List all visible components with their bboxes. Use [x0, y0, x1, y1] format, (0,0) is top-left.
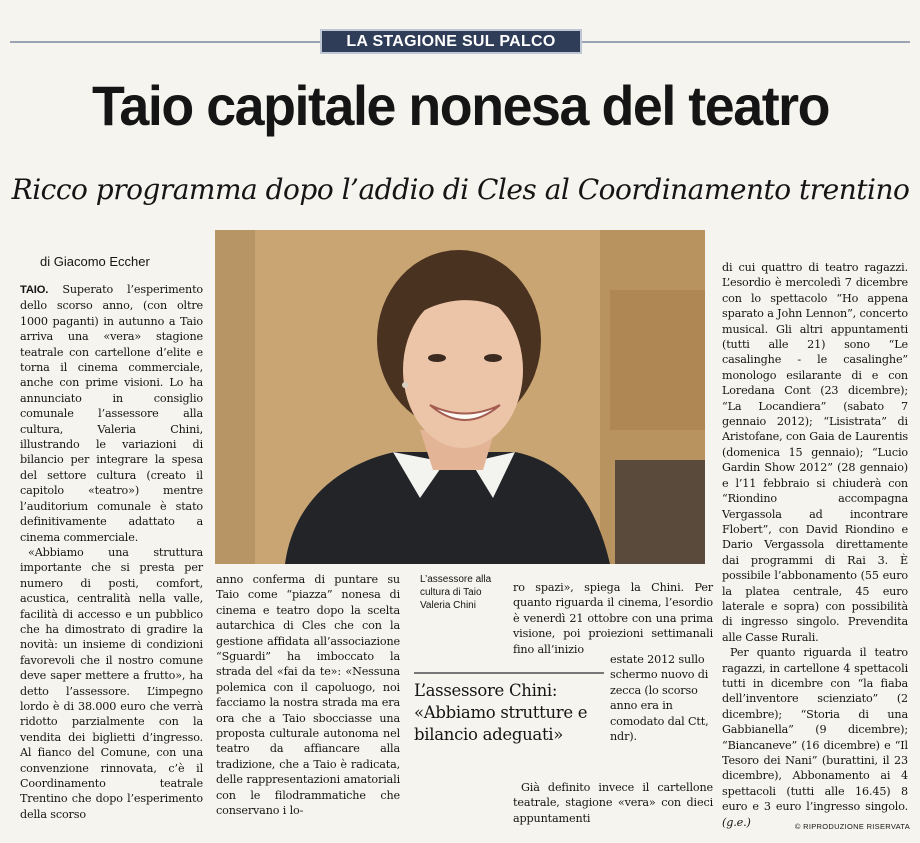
pull-quote-line-2: «Abbiamo strutture e bilancio adeguati» [414, 703, 588, 744]
paragraph: Per quanto riguarda il teatro ragazzi, in cartellone 4 spettacoli tutti in dicembre con “la fiaba dell’inventore scienziato” (2 dicembre); “Storia di una Gabbianella” (9 dicembre); “Biancaneve” (16 dicembre) e “Il Tesoro dei Nani” (burattini, il 23 dicembre), Abbonamento ai 4 spettacoli (tutti alle 16.45) 8 euro e 3 euro l’ingresso singolo. [722, 646, 908, 814]
article-column-1 [20, 282, 203, 830]
article-column-2 [216, 572, 400, 830]
subheadline: Ricco programma dopo l’addio di Cles al Coordinamento trentino [11, 173, 910, 206]
copyright-notice: © RIPRODUZIONE RISERVATA [794, 822, 910, 831]
paragraph: Già definito invece il cartellone teatrale, stagione «vera» con dieci appuntamenti [513, 781, 713, 825]
article-column-4-bottom [513, 780, 713, 835]
photo-caption: L’assessore alla cultura di Taio Valeria Chini [420, 574, 492, 611]
headline: Taio capitale nonesa del teatro [91, 74, 830, 137]
article-column-4-wrap [610, 652, 713, 782]
author-initials: (g.e.) [722, 815, 751, 829]
pull-quote [414, 672, 604, 746]
pull-quote-line-1: L’assessore Chini: [414, 681, 558, 700]
paragraph: estate 2012 sullo schermo nuovo di zecca (lo scorso anno era in comodato dal Ctt, ndr). [610, 653, 709, 744]
article-column-4-top [513, 580, 713, 660]
dateline: TAIO. [20, 284, 49, 296]
paragraph: Superato l’esperimento dello scorso anno, (con oltre 1000 paganti) in autunno a Taio arriva una «vera» stagione teatrale con cartellone d’elite e torna il cinema commerciale, anche con prime visioni. Lo ha annunciato in consiglio comunale l’assessore alla cultura, Valeria Chini, illustrando le variazioni di bilancio per integrare la spesa del settore cultura (creato il capitolo «teatro») mentre l’auditorium comunale è stato definitivamente adattato a cinema commerciale. [20, 283, 204, 544]
section-label: LA STAGIONE SUL PALCO [320, 29, 582, 54]
paragraph: di cui quattro di teatro ragazzi. L’esordio è mercoledì 7 dicembre con lo spettacolo “Ho appena sparato a John Lennon”, concerto musical. Gli altri appuntamenti (tutti alle 21) sono “Le casalinghe - le casalinghe” monologo esilarante di e con Loredana Cont (23 dicembre); “La Locandiera” (sabato 7 gennaio 2012); “Lisistrata” di Aristofane, con Gaia de Laurentis (domenica 15 gennaio); “Lucio Gardin Show 2012” (28 gennaio) e l’11 febbraio si chiuderà con “Riondino accompagna Vergassola ad incontrare Flobert”, con David Riondino e Dario Vergassola direttamente dai programmi di Rai 3. È possibile l’abbonamento (55 euro la platea centrale, 45 euro laterale e sopra) con possibilità di ingresso singolo. Prevendita alle Casse Rurali. [722, 261, 908, 644]
paragraph: ro spazi», spiega la Chini. Per quanto riguarda il cinema, l’esordio è venerdì 21 ottobre con una prima visione, poi proiezioni settimanali fino all’inizio [513, 581, 713, 656]
portrait-photo [215, 230, 705, 564]
paragraph: anno conferma di puntare su Taio come “piazza” nonesa di cinema e teatro dopo la scelta autarchica di Cles che con la gestione affidata all’associazione “Sguardi” ha imboccato la strada del «fai da te»: «Nessuna polemica con il capoluogo, noi facciamo la nostra strada ma era ora che a Taio sbocciasse una proposta culturale autonoma nel teatro da affiancare alla tradizione, che a Taio è radicata, delle rappresentazioni amatoriali con le filodrammatiche che conservano i lo- [216, 573, 400, 818]
byline: di Giacomo Eccher [40, 254, 150, 269]
paragraph: «Abbiamo una struttura importante che si presta per numero di posti, comfort, acustica, centralità nella valle, facilità di accesso e un pubblico che ha dimostrato di gradire la novità: un insieme di condizioni favorevoli che il nostro comune deve saper mettere a frutto», ha detto l’assessore. L’impegno lordo è di 38.000 euro che verrà ridotto parzialmente con la vendita dei biglietti d’ingresso. Al fianco del Comune, con una convenzione rinnovata, c’è il Coordinamento teatrale Trentino che dopo l’esperimento della scorso [20, 545, 203, 821]
portrait-illustration [215, 230, 705, 564]
